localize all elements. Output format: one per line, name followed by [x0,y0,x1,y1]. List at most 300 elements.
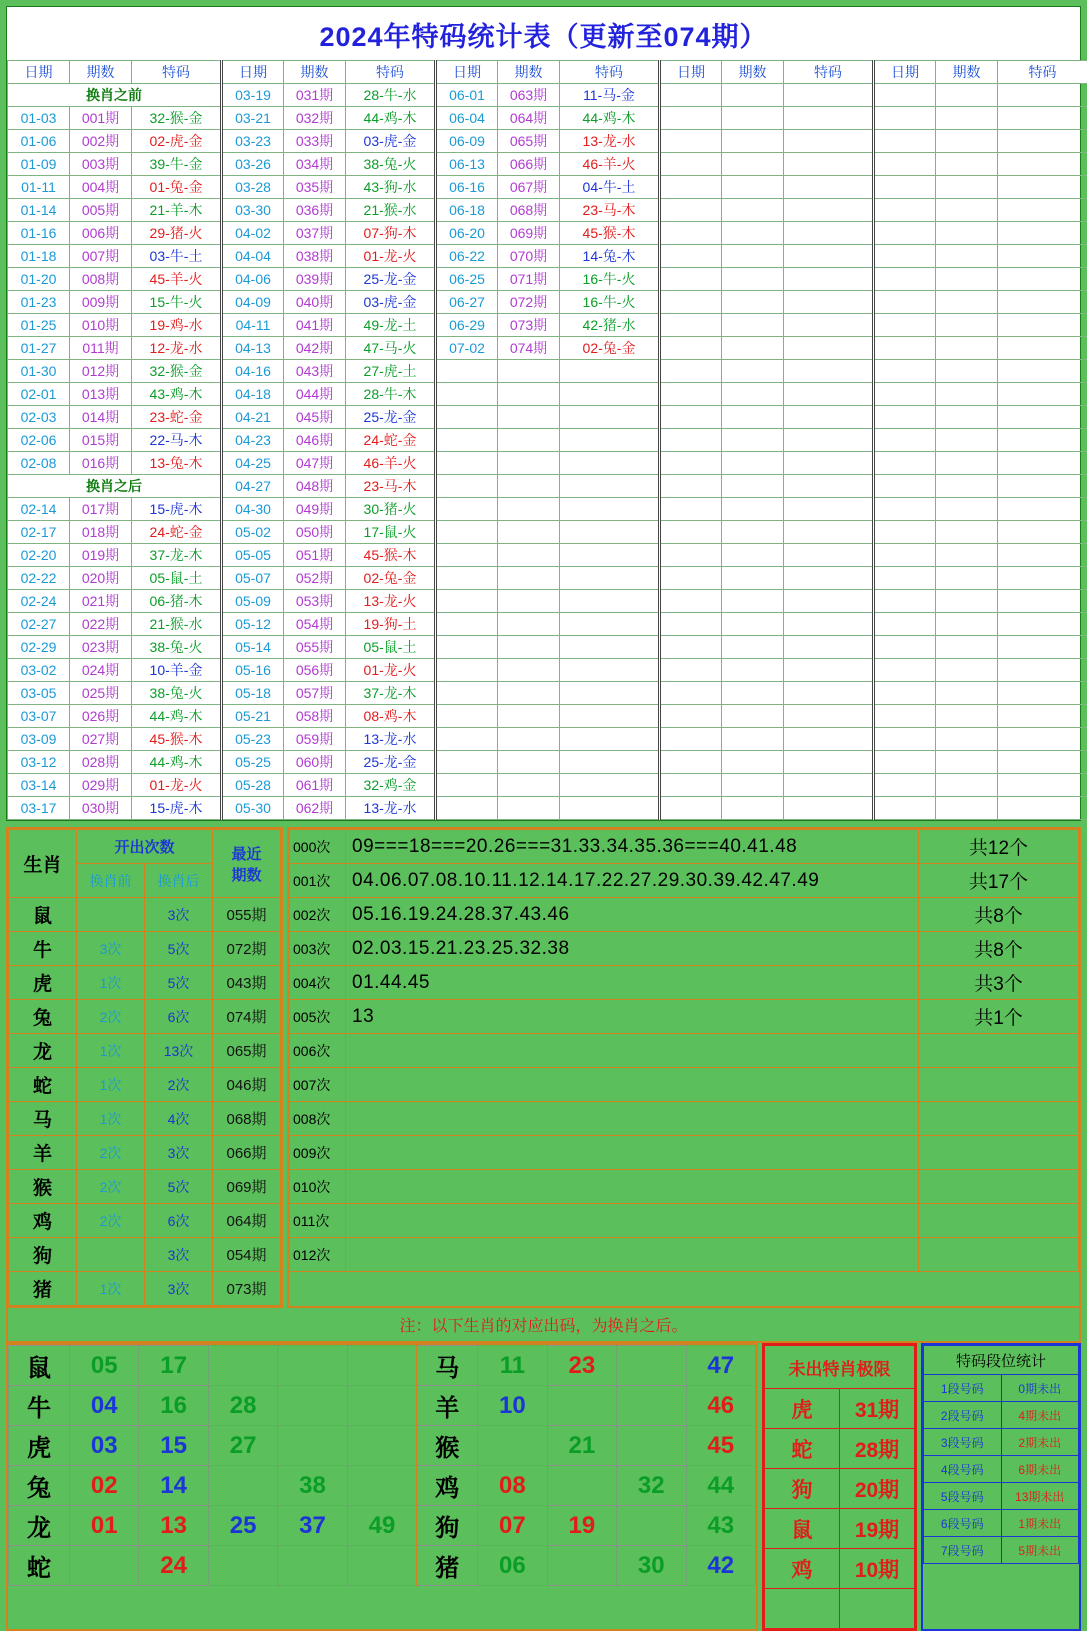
cell-issue: 073期 [498,314,560,337]
zodiac-number-cell [208,1346,277,1386]
cell-date: 03-14 [8,774,70,797]
cell-code: 39-牛-金 [132,153,222,176]
after-subheader: 换肖后 [145,864,213,898]
zodiac-row [9,1000,281,1034]
table-row [8,176,1087,199]
cell-issue [936,199,998,222]
cell-code [784,452,874,475]
table-row [8,406,1087,429]
cell-issue: 003期 [70,153,132,176]
cell-issue [722,337,784,360]
cell-date [436,728,498,751]
cell-date [660,797,722,820]
zodiac-recent-issue: 069期 [213,1170,281,1204]
cell-date [874,383,936,406]
count-total: 共3个 [919,966,1079,1000]
cell-code [998,130,1087,153]
zodiac-after-count: 3次 [145,1272,213,1306]
table-row [8,337,1087,360]
cell-date [660,498,722,521]
cell-date: 02-29 [8,636,70,659]
cell-date: 02-22 [8,567,70,590]
zodiac-label: 猴 [417,1426,478,1466]
cell-code: 08-鸡-木 [346,705,436,728]
count-row [290,1102,1079,1136]
cell-code: 15-虎-木 [132,797,222,820]
zodiac-before-count [77,1238,145,1272]
zodiac-row [9,1272,281,1306]
cell-issue [722,728,784,751]
cell-code [784,636,874,659]
cell-date: 03-05 [8,682,70,705]
count-total [919,1170,1079,1204]
cell-code [784,475,874,498]
cell-code: 15-牛-火 [132,291,222,314]
cell-date [874,153,936,176]
zodiac-before-count: 1次 [77,1272,145,1306]
cell-date [660,360,722,383]
cell-code [784,222,874,245]
cell-issue: 014期 [70,406,132,429]
count-numbers: 02.03.15.21.23.25.32.38 [346,932,919,966]
zodiac-number-cell [617,1346,686,1386]
cell-issue: 041期 [284,314,346,337]
cell-code [998,636,1087,659]
cell-date [874,268,936,291]
cell-code: 23-蛇-金 [132,406,222,429]
cell-code: 19-狗-土 [346,613,436,636]
cell-issue: 006期 [70,222,132,245]
cell-issue: 022期 [70,613,132,636]
header-issue-1: 期数 [70,61,132,84]
cell-date: 06-20 [436,222,498,245]
table-row [8,222,1087,245]
header-issue-2: 期数 [284,61,346,84]
cell-date [436,429,498,452]
cell-issue [936,222,998,245]
cell-code [784,406,874,429]
table-row [8,452,1087,475]
cell-issue: 005期 [70,199,132,222]
cell-code [560,797,660,820]
zodiac-number-cell: 10 [478,1386,547,1426]
cell-date [874,498,936,521]
table-row [8,245,1087,268]
cell-code [998,245,1087,268]
cell-issue: 063期 [498,84,560,107]
segment-label: 4段号码 [924,1456,1002,1483]
zodiac-after-count: 2次 [145,1068,213,1102]
cell-issue [498,636,560,659]
zodiac-row [9,898,281,932]
cell-date [436,544,498,567]
cell-date: 05-28 [222,774,284,797]
cell-code: 37-龙-木 [132,544,222,567]
cell-code: 42-猪-水 [560,314,660,337]
table-row [8,797,1087,820]
missing-zodiac-name: 蛇 [765,1429,840,1469]
cell-issue: 074期 [498,337,560,360]
cell-issue [936,107,998,130]
cell-code: 01-龙-火 [346,659,436,682]
missing-zodiac-row [765,1429,915,1469]
zodiac-recent-issue: 065期 [213,1034,281,1068]
cell-issue: 039期 [284,268,346,291]
cell-date: 03-07 [8,705,70,728]
zodiac-number-cell: 46 [686,1386,756,1426]
cell-issue [936,153,998,176]
count-row [290,1068,1079,1102]
table-row [8,728,1087,751]
count-label: 005次 [290,1000,346,1034]
zodiac-label: 马 [417,1346,478,1386]
cell-code: 28-牛-水 [346,84,436,107]
cell-issue [722,682,784,705]
cell-date: 05-09 [222,590,284,613]
table-row [8,360,1087,383]
page-title: 2024年特码统计表（更新至074期） [7,7,1080,60]
zodiac-number-cell: 06 [478,1546,547,1586]
cell-date: 03-28 [222,176,284,199]
cell-issue [936,613,998,636]
cell-code [998,107,1087,130]
count-label: 012次 [290,1238,346,1272]
cell-issue [722,751,784,774]
count-label: 001次 [290,864,346,898]
cell-date: 01-16 [8,222,70,245]
before-subheader: 换肖前 [77,864,145,898]
cell-issue: 029期 [70,774,132,797]
table-row [8,613,1087,636]
cell-issue [722,176,784,199]
cell-issue [498,797,560,820]
zodiac-number-cell: 08 [478,1466,547,1506]
zodiac-before-count: 3次 [77,932,145,966]
cell-code: 32-鸡-金 [346,774,436,797]
header-issue-3: 期数 [498,61,560,84]
cell-code [998,797,1087,820]
cell-code: 47-马-火 [346,337,436,360]
recent-col-header: 最近 期数 [213,830,281,898]
cell-date [436,797,498,820]
cell-date [436,567,498,590]
cell-issue: 051期 [284,544,346,567]
segment-row [924,1483,1079,1510]
zodiac-label: 鼠 [9,1346,70,1386]
zodiac-number-left [6,1343,758,1631]
cell-code [998,84,1087,107]
zodiac-number-cell [617,1426,686,1466]
cell-issue: 068期 [498,199,560,222]
cell-issue [722,199,784,222]
missing-zodiac-title: 未出特肖极限 [765,1346,915,1389]
cell-issue [936,383,998,406]
zodiac-label: 蛇 [9,1546,70,1586]
cell-code [998,544,1087,567]
cell-code [998,199,1087,222]
cell-date: 02-08 [8,452,70,475]
cell-date: 06-22 [436,245,498,268]
cell-issue [722,314,784,337]
table-row [8,84,1087,107]
occurrence-count-table [289,829,1079,1272]
cell-issue [498,452,560,475]
zodiac-name: 羊 [9,1136,77,1170]
cell-issue: 054期 [284,613,346,636]
cell-issue: 007期 [70,245,132,268]
cell-date [436,452,498,475]
table-row [8,498,1087,521]
cell-date: 01-18 [8,245,70,268]
cell-date [436,383,498,406]
cell-date [436,774,498,797]
segment-miss: 2期未出 [1001,1429,1079,1456]
cell-code [784,130,874,153]
cell-date [436,636,498,659]
cell-issue [936,291,998,314]
zodiac-frequency-body [9,898,281,1306]
cell-date: 02-27 [8,613,70,636]
missing-zodiac-period: 19期 [840,1509,915,1549]
cell-date [660,337,722,360]
cell-code [784,429,874,452]
cell-code: 45-羊-火 [132,268,222,291]
segment-stats-title: 特码段位统计 [924,1346,1079,1375]
cell-date [660,774,722,797]
cell-date: 06-01 [436,84,498,107]
table-row [8,636,1087,659]
cell-issue: 042期 [284,337,346,360]
cell-issue: 046期 [284,429,346,452]
cell-date [874,360,936,383]
cell-issue: 021期 [70,590,132,613]
segment-stats-panel [921,1343,1081,1631]
cell-issue [498,613,560,636]
table-row [8,291,1087,314]
cell-date: 04-21 [222,406,284,429]
zodiac-number-cell: 25 [208,1506,277,1546]
missing-zodiac-name: 鼠 [765,1509,840,1549]
cell-date: 02-14 [8,498,70,521]
cell-date: 05-07 [222,567,284,590]
cell-code: 45-猴-木 [346,544,436,567]
cell-code: 13-龙-水 [346,728,436,751]
count-numbers: 13 [346,1000,919,1034]
cell-code [784,521,874,544]
segment-label: 7段号码 [924,1537,1002,1564]
count-row [290,966,1079,1000]
cell-issue [936,429,998,452]
cell-code: 23-马-木 [346,475,436,498]
cell-issue: 025期 [70,682,132,705]
segment-miss: 4期未出 [1001,1402,1079,1429]
zodiac-number-cell: 04 [70,1386,139,1426]
cell-issue [722,636,784,659]
zodiac-number-cell [347,1386,416,1426]
missing-zodiac-period: 20期 [840,1469,915,1509]
zodiac-label: 虎 [9,1426,70,1466]
table-row [8,705,1087,728]
zodiac-before-count: 1次 [77,1068,145,1102]
cell-issue: 034期 [284,153,346,176]
times-col-header: 开出次数 [77,830,213,864]
cell-date [874,636,936,659]
zodiac-recent-issue: 072期 [213,932,281,966]
cell-date [660,130,722,153]
zodiac-after-count: 13次 [145,1034,213,1068]
missing-zodiac-panel [762,1343,917,1631]
count-total [919,1034,1079,1068]
zodiac-col-header: 生肖 [9,830,77,898]
cell-code [784,199,874,222]
cell-date: 04-23 [222,429,284,452]
note-label: 注：以下生肖的对应出码，为换肖之后。 [399,1318,687,1335]
segment-miss: 5期未出 [1001,1537,1079,1564]
cell-code: 44-鸡-木 [132,751,222,774]
cell-code: 13-兔-木 [132,452,222,475]
cell-date: 06-16 [436,176,498,199]
zodiac-number-cell: 21 [547,1426,616,1466]
count-total: 共12个 [919,830,1079,864]
cell-code [998,590,1087,613]
cell-issue [722,590,784,613]
section-header: 换肖之前 [8,84,222,107]
cell-date: 05-23 [222,728,284,751]
cell-date [874,774,936,797]
zodiac-recent-issue: 068期 [213,1102,281,1136]
zodiac-before-count: 2次 [77,1204,145,1238]
cell-date [660,245,722,268]
cell-code [784,84,874,107]
header-code-4: 特码 [784,61,874,84]
cell-date [660,199,722,222]
cell-issue [936,498,998,521]
cell-code [998,429,1087,452]
cell-date [660,728,722,751]
cell-issue [936,245,998,268]
cell-date [436,659,498,682]
cell-date [874,130,936,153]
cell-date [660,291,722,314]
cell-issue: 058期 [284,705,346,728]
cell-date: 01-11 [8,176,70,199]
count-total: 共1个 [919,1000,1079,1034]
zodiac-number-cell: 03 [70,1426,139,1466]
zodiac-after-count: 5次 [145,932,213,966]
cell-issue: 004期 [70,176,132,199]
cell-code: 24-蛇-金 [132,521,222,544]
cell-date: 01-14 [8,199,70,222]
cell-code: 14-兔-木 [560,245,660,268]
missing-zodiac-row [765,1509,915,1549]
cell-issue [722,452,784,475]
zodiac-after-count: 4次 [145,1102,213,1136]
cell-code: 46-羊-火 [346,452,436,475]
cell-code: 05-鼠-土 [346,636,436,659]
cell-code: 45-猴-木 [132,728,222,751]
cell-code [784,728,874,751]
zodiac-number-section [6,1343,1081,1631]
cell-date: 01-03 [8,107,70,130]
table-row [8,268,1087,291]
cell-date: 05-16 [222,659,284,682]
zodiac-row [9,1136,281,1170]
cell-code [998,337,1087,360]
cell-date [874,705,936,728]
zodiac-before-count: 1次 [77,966,145,1000]
cell-issue: 052期 [284,567,346,590]
count-label: 000次 [290,830,346,864]
cell-issue: 072期 [498,291,560,314]
count-numbers: 01.44.45 [346,966,919,1000]
cell-date [660,429,722,452]
cell-code: 19-鸡-水 [132,314,222,337]
zodiac-after-count: 6次 [145,1000,213,1034]
occurrence-count-panel [287,827,1081,1308]
cell-issue [498,544,560,567]
cell-code [784,590,874,613]
segment-row [924,1402,1079,1429]
count-total: 共8个 [919,898,1079,932]
cell-code: 22-马-木 [132,429,222,452]
count-row [290,1204,1079,1238]
cell-code [998,222,1087,245]
cell-issue: 069期 [498,222,560,245]
table-row [8,130,1087,153]
zodiac-name: 鸡 [9,1204,77,1238]
zodiac-number-cell [278,1386,347,1426]
cell-code: 37-龙-木 [346,682,436,705]
cell-code [560,475,660,498]
zodiac-after-count: 5次 [145,1170,213,1204]
missing-zodiac-table [764,1345,915,1629]
zodiac-number-cell: 43 [686,1506,756,1546]
cell-date: 01-25 [8,314,70,337]
cell-issue: 060期 [284,751,346,774]
table-row [8,567,1087,590]
cell-issue: 070期 [498,245,560,268]
cell-date [874,751,936,774]
cell-date: 06-18 [436,199,498,222]
cell-date: 06-25 [436,268,498,291]
cell-code [560,429,660,452]
table-row [8,521,1087,544]
cell-date: 01-27 [8,337,70,360]
cell-code [784,245,874,268]
section-header: 换肖之后 [8,475,222,498]
count-row [290,932,1079,966]
stats-section [6,827,1081,1308]
cell-issue: 019期 [70,544,132,567]
cell-issue: 032期 [284,107,346,130]
count-label: 002次 [290,898,346,932]
cell-code: 25-龙-金 [346,751,436,774]
cell-date: 03-09 [8,728,70,751]
zodiac-recent-issue: 064期 [213,1204,281,1238]
cell-code: 17-鼠-火 [346,521,436,544]
zodiac-name: 兔 [9,1000,77,1034]
cell-code: 21-猴-水 [132,613,222,636]
cell-issue: 010期 [70,314,132,337]
cell-date [874,199,936,222]
cell-issue [936,544,998,567]
cell-issue: 067期 [498,176,560,199]
cell-code: 38-兔-火 [132,682,222,705]
cell-code [998,613,1087,636]
zodiac-number-row [9,1346,756,1386]
cell-date: 06-04 [436,107,498,130]
segment-label: 5段号码 [924,1483,1002,1510]
